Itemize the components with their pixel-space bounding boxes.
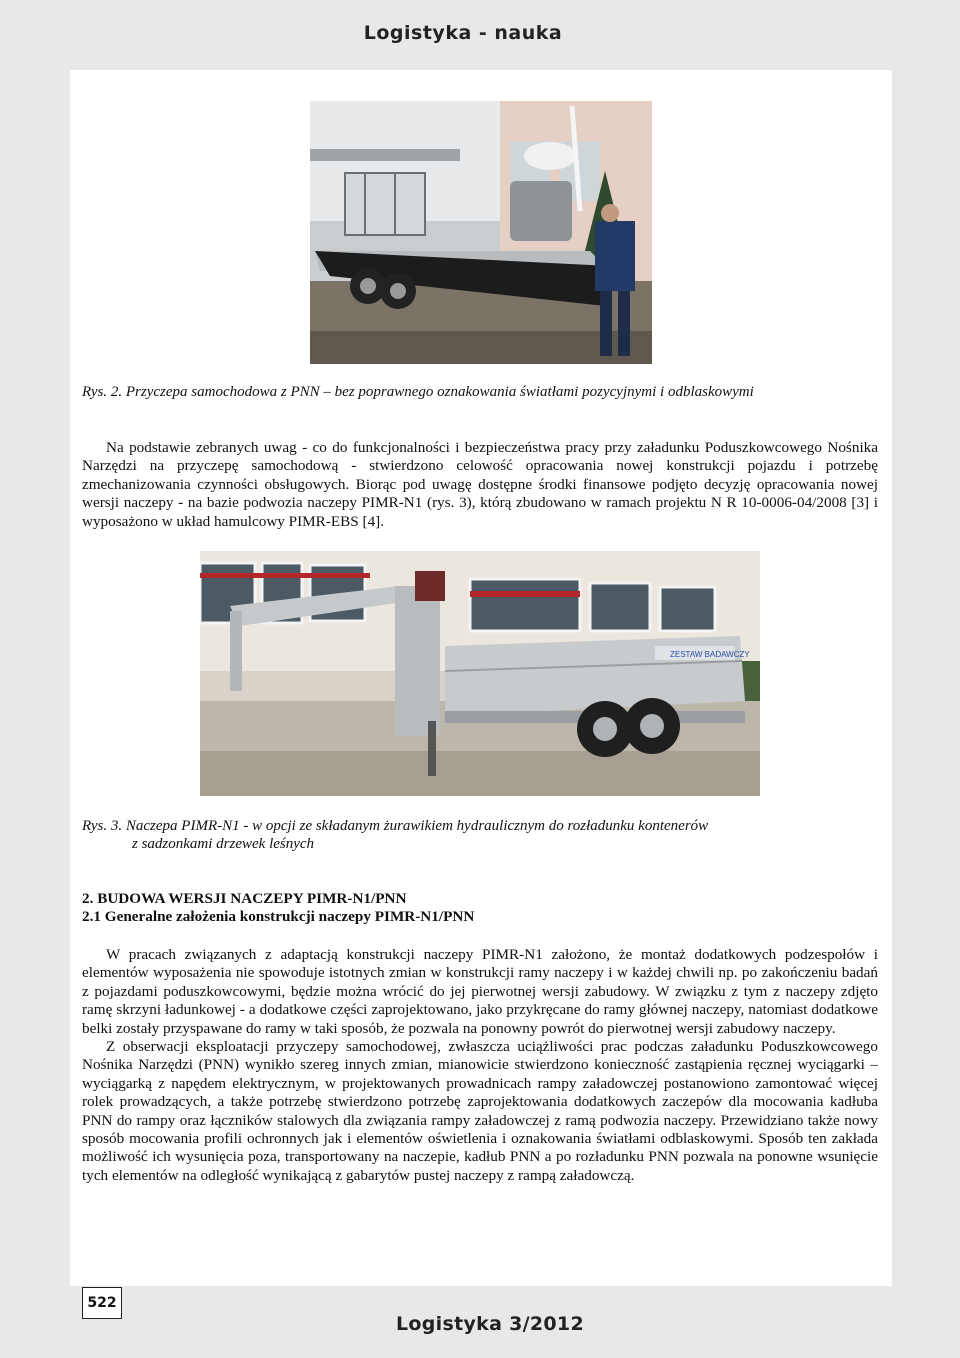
- figure-3-caption-line-1: Rys. 3. Naczepa PIMR-N1 - w opcji ze składanym żurawikiem hydraulicznym do rozładunku kontenerów: [82, 818, 709, 834]
- paragraph-intro-text: Na podstawie zebranych uwag - co do funkcjonalności i bezpieczeństwa pracy przy załadunku Poduszkowcowego Nośnika Narzędzi na przyczepę samochodową - stwierdzono celowość opracowania nowej konstrukcji pojazdu i potrzebę zmechanizowania czynności obsługowych. Biorąc pod uwagę dostępne środki finansowe podjęto decyzję opracowania nowej wersji naczepy - na bazie podwozia naczepy PIMR-N1 (rys. 3), którą zbudowano w ramach projektu N R 10-0006-04/2008 [3] i wyposażono w układ hamulcowy PIMR-EBS [4].: [82, 439, 878, 530]
- figure-3-photo: [200, 551, 760, 796]
- trailer-sign-text: ZESTAW BADAWCZY: [670, 650, 750, 659]
- paragraph-assumptions-text: W pracach związanych z adaptacją konstrukcji naczepy PIMR-N1 założono, że montaż dodatkowych podzespołów i elementów wyposażenia nie spowoduje istotnych zmian w konstrukcji ramy naczepy i w każdej chwili np. po zakończeniu badań z pojazdami poduszkowcowymi, będzie można wrócić do jej pierwotnej wersji zabudowy. W związku z tym z naczepy zdjęto ramę skrzyni ładunkowej - a dodatkowe części zaprojektowano, jako przykręcane do ramy głównej naczepy, natomiast dodatkowe belki zostały przyspawane do ramy w taki sposób, że pozwala na ponowny powrót do pierwotnej wersji zabudowy naczepy.: [82, 946, 878, 1037]
- running-header: Logistyka - nauka: [363, 22, 563, 44]
- paragraph-assumptions: [82, 946, 878, 1185]
- paragraph-observations-text: Z obserwacji eksploatacji przyczepy samochodowej, zwłaszcza uciążliwości prac podczas załadunku Poduszkowcowego Nośnika Narzędzi (PNN) wynikło szereg innych zmian, mianowicie stwierdzono konieczność zastąpienia ręcznej wyciągarki – wyciągarką z napędem elektrycznym, w projektowanych prowadnicach rampy załadowczej postanowiono zamontować więcej rolek prowadzących, a także potrzebę stwierdzono potrzebę zaprojektowania dodatkowych zaczepów dla mocowania kadłuba PNN do rampy oraz łączników stalowych dla związania rampy załadowczej z ramą podwozia naczepy. Przewidziano także nowy sposób mocowania profili ochronnych jak i elementów oświetlenia i oznakowania światłami odblaskowymi. Sposób ten zakłada możliwość ich wysunięcia poza, transportowany na naczepie, kadłub PNN a po rozładunku PNN pozwala na ponowne wsunięcie tych elementów na odległość wynikającą z gabarytów pustej naczepy z rampą załadowczą.: [82, 1038, 878, 1184]
- page-number-box: [82, 1287, 122, 1319]
- figure-2-caption: Rys. 2. Przyczepa samochodowa z PNN – bez poprawnego oznakowania światłami pozycyjnymi i odblaskowymi: [82, 384, 754, 400]
- paragraph-intro: [82, 439, 878, 531]
- figure-2-photo: [310, 101, 652, 364]
- figure-3-caption-line-2: z sadzonkami drzewek leśnych: [132, 836, 315, 852]
- section-heading: 2. BUDOWA WERSJI NACZEPY PIMR-N1/PNN: [82, 890, 407, 907]
- page-number: 522: [87, 1295, 117, 1311]
- subsection-heading: 2.1 Generalne założenia konstrukcji naczepy PIMR-N1/PNN: [82, 908, 475, 925]
- journal-footer: Logistyka 3/2012: [396, 1313, 584, 1335]
